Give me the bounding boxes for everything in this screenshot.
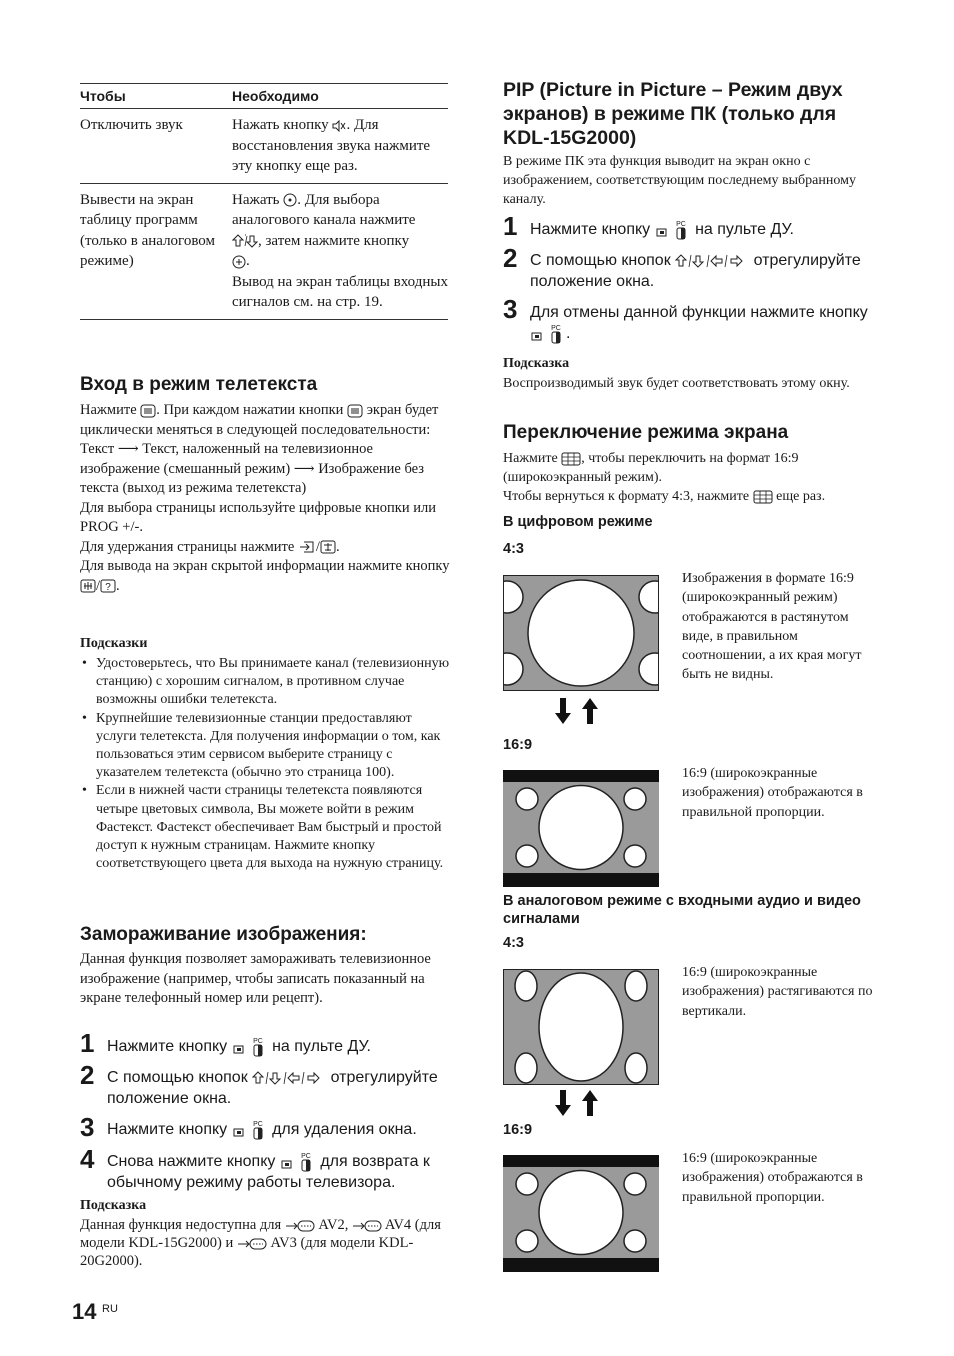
table-cell: Вывести на экран таблицу программ (только в аналоговом режиме) [80,183,232,319]
step-number: 3 [503,294,518,324]
cell-text: . Для выбора аналогового канала нажмите [232,191,416,228]
text: , чтобы переключить на формат 16:9 (широкоэкранный режим). [503,451,799,485]
cell-text: Вывод на экран таблицы входных сигналов см. на стр. 19. [232,273,448,310]
text: Для отмены данной функции нажмите кнопку [530,304,868,321]
table-row [80,109,448,184]
wide-mode-icon [753,490,773,504]
svg-text:PC: PC [551,324,561,332]
pip-button-icon [280,1152,316,1172]
text: экран будет циклически меняться в следующей последовательности: [80,402,439,438]
pip-title: PIP (Picture in Picture – Режим двух экранов) в режиме ПК (только для KDL-15G2000) [503,79,843,149]
label-4-3: 4:3 [503,541,524,557]
pip-intro: В режиме ПК эта функция выводит на экран окно с изображением, соответствующим последнему выбранному каналу. [503,154,856,207]
teletext-body: Нажмите . При каждом нажатии кнопки экран будет циклически меняться в следующей последовательности: Текст ⟶ Текст, наложенный на телевизионное изображение (смешанный режим) ⟶ Изображение без текста (выход из режима телетекста) Для выбора страницы используйте цифровые кнопки или PROG +/-. Для удержания страницы нажмите / . Для вывода на экран скрытой информации нажмите кнопку / ? . [80,402,450,594]
svg-text:PC: PC [252,1120,263,1128]
pip-button-icon [530,324,566,344]
ok-button-icon [232,255,246,269]
arrow-buttons-icon [252,1070,326,1086]
text: Данная функция недоступна для [80,1217,282,1233]
text: AV4 (для модели KDL-15G2000) и [80,1217,441,1251]
text: AV3 (для модели KDL-20G2000). [80,1235,414,1269]
table-row [80,183,448,319]
text: . [566,325,571,342]
swap-arrows-icon [555,1089,603,1117]
svg-text:PC: PC [675,220,686,228]
mute-icon [332,120,346,132]
arrow-buttons-icon [675,253,749,269]
ok-button-icon [283,193,297,207]
digital-4-3-desc: Изображения в формате 16:9 (широкоэкранный режим) отображаются в растянутом виде, в правильном соотношении, а их края могут быть не видны. [682,571,862,683]
question-icon [100,579,116,593]
step-text [530,250,875,292]
text: С помощью кнопок [107,1069,248,1086]
text: Изображение без текста (выход из режима телетекста) [80,460,425,496]
teletext-title: Вход в режим телетекста [80,374,318,395]
pip-button-icon [655,220,691,240]
wide-mode-icon [561,452,581,466]
reveal-icon [80,579,96,593]
table-header-col1: Чтобы [80,84,232,109]
list-item: • Крупнейшие телевизионные станции предоставляют услуги телетекста. Для получения информации о том, как пользоваться этим сервисом выберите страницу с указателем телетекста (обычно это страница 100). [80,710,450,783]
text: Чтобы вернуться к формату 4:3, нажмите [503,489,750,504]
cell-text: , затем нажмите кнопку [258,232,410,249]
analog-4-3-illustration [503,969,659,1085]
text: отрегулируйте положение окна. [107,1069,438,1107]
pip-button-icon [232,1037,268,1057]
pc-label: PC [252,1037,263,1045]
analog-4-3-desc: 16:9 (широкоэкранные изображения) растягиваются по вертикали. [682,965,873,1019]
digital-16-9-illustration [503,770,659,887]
list-item: • Удостоверьтесь, что Вы принимаете канал (телевизионную станцию) с хорошим сигналом, в противном случае возможны ошибки телетекста. [80,655,450,710]
step-number: 3 [80,1112,95,1142]
table-header-col2: Необходимо [232,84,448,109]
freeze-hint-title: Подсказка [80,1198,147,1213]
table-cell [232,109,448,184]
svg-text:?: ? [105,582,111,594]
hold-icon [298,540,316,554]
step-text [107,1151,452,1193]
hold-page-icon [320,540,336,554]
svg-text:PC: PC [300,1152,311,1160]
text: Для вывода на экран скрытой информации нажмите кнопку [80,558,450,574]
hints-title: Подсказки [80,636,148,651]
digital-mode-title: В цифровом режиме [503,514,653,530]
step-text [530,219,875,240]
swap-arrows-icon [555,697,603,725]
label-16-9: 16:9 [503,1122,533,1138]
step-number: 1 [80,1028,95,1058]
text: Снова нажмите кнопку [107,1153,276,1170]
cell-text: Нажать [232,191,280,208]
step-text [530,302,875,344]
step-number: 4 [80,1144,95,1174]
function-table [80,84,448,320]
step-number: 2 [80,1060,95,1090]
step-text [107,1067,452,1109]
pip-hint: Воспроизводимый звук будет соответствовать этому окну. [503,376,850,391]
text: Для выбора страницы используйте цифровые кнопки или PROG +/-. [80,499,436,535]
digital-4-3-illustration [503,575,659,691]
cell-text: Нажать кнопку [232,117,329,133]
av-input-icon [352,1219,382,1233]
text: Нажмите [80,402,137,418]
arrow-right-icon: ⟶ [293,460,315,477]
text: Нажмите кнопку [530,221,651,238]
step-text [107,1036,452,1057]
step-number: 1 [503,211,518,241]
screen-mode-body [503,449,883,506]
analog-16-9-illustration [503,1155,659,1272]
digital-16-9-desc: 16:9 (широкоэкранные изображения) отображаются в правильной пропорции. [682,766,863,820]
step-number: 2 [503,243,518,273]
text: . При каждом нажатии кнопки [156,402,344,418]
step-text [107,1119,452,1140]
teletext-icon [140,404,156,418]
text: на пульте ДУ. [272,1038,371,1055]
page-number: 14 [72,1299,97,1324]
analog-mode-title: В аналоговом режиме с входными аудио и видео сигналами [503,893,861,927]
pip-hint-title: Подсказка [503,356,570,371]
av-input-icon [285,1219,315,1233]
text: С помощью кнопок [530,252,671,269]
freeze-intro: Данная функция позволяет замораживать телевизионное изображение (например, чтобы записать показанный на экране телефонный номер или рецепт). [80,951,431,1006]
cell-text: . Для восстановления звука нажмите эту кнопку еще раз. [232,117,431,174]
table-cell: Нажать . Для выбора аналогового канала нажмите , затем нажмите кнопку . Вывод на экран таблицы входных сигналов см. на стр. 19. [232,183,448,319]
freeze-hint [80,1216,452,1270]
analog-16-9-desc: 16:9 (широкоэкранные изображения) отображаются в правильной пропорции. [682,1151,863,1205]
text: для возврата к обычному режиму работы телевизора. [107,1153,430,1191]
page-lang: RU [102,1303,118,1315]
av-input-icon [237,1237,267,1251]
text: Текст [80,441,115,457]
label-16-9: 16:9 [503,737,533,753]
hints-list [80,655,450,873]
up-down-arrows-icon [232,234,258,248]
text: Текст, наложенный на телевизионное изображение (смешанный режим) [80,441,373,477]
text: на пульте ДУ. [695,221,794,238]
arrow-right-icon: ⟶ [117,441,139,457]
text: Нажмите [503,451,558,466]
list-item: • Если в нижней части страницы телетекста появляются четыре цветовых символа, Вы можете войти в режим Фастекст. Фастекст обеспечивает Вам быстрый и простой доступ к нужным страницам. Нажмите кнопку соответствующего цвета для выхода на нужную страницу. [80,782,450,873]
text: Нажмите кнопку [107,1038,228,1055]
text: AV2, [318,1217,349,1233]
pip-button-icon [232,1120,268,1140]
table-cell: Отключить звук [80,109,232,184]
label-4-3: 4:3 [503,935,524,951]
text: Для удержания страницы нажмите [80,538,295,555]
text: Нажмите кнопку [107,1121,228,1138]
text: еще раз. [776,489,826,504]
screen-mode-title: Переключение режима экрана [503,422,789,443]
text: для удаления окна. [272,1121,417,1138]
teletext-icon [347,404,363,418]
freeze-title: Замораживание изображения: [80,924,367,945]
text: отрегулируйте положение окна. [530,252,861,290]
